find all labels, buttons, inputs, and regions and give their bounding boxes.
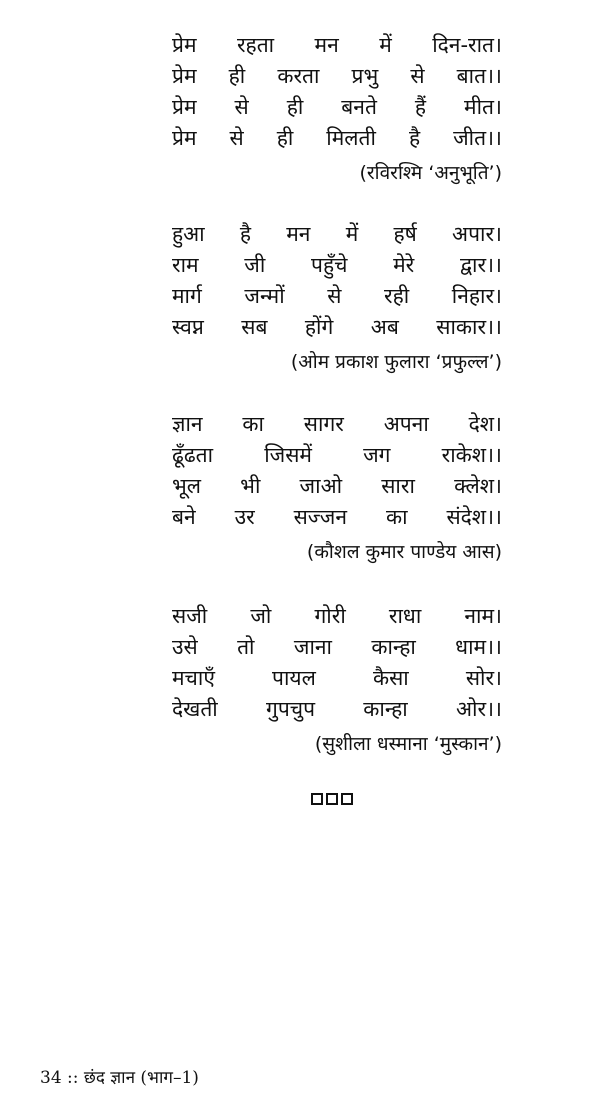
section-end-ornament — [311, 793, 353, 805]
stanza-4 — [172, 601, 502, 759]
stanza-1-line-2: प्रेम ही करता प्रभु से बात।। — [172, 64, 502, 88]
page-footer — [40, 1067, 199, 1089]
page-number: 34 — [40, 1068, 62, 1088]
stanza-4-line-1: सजी जो गोरी राधा नाम। — [172, 604, 502, 628]
stanza-4-line-2: उसे तो जाना कान्हा धाम।। — [172, 635, 502, 659]
stanza-2-line-3: मार्ग जन्मों से रही निहार। — [172, 284, 502, 308]
stanza-2 — [172, 219, 502, 377]
stanza-1-line-3: प्रेम से ही बनते हैं मीत। — [172, 95, 502, 119]
stanza-3-line-1: ज्ञान का सागर अपना देश। — [172, 412, 502, 436]
stanza-3-line-3: भूल भी जाओ सारा क्लेश। — [172, 474, 502, 498]
stanza-2-line-4: स्वप्न सब होंगे अब साकार।। — [172, 315, 502, 339]
stanza-2-line-1: हुआ है मन में हर्ष अपार। — [172, 222, 502, 246]
ornament-square-icon — [326, 793, 338, 805]
stanza-1-line-4: प्रेम से ही मिलती है जीत।। — [172, 126, 502, 150]
book-title: छंद ज्ञान (भाग–1) — [83, 1068, 199, 1088]
stanza-4-author: (सुशीला धस्माना ‘मुस्कान’) — [314, 733, 502, 755]
stanza-3-line-4: बने उर सज्जन का संदेश।। — [172, 505, 502, 529]
ornament-square-icon — [341, 793, 353, 805]
stanza-3 — [172, 409, 502, 567]
stanza-4-line-4: देखती गुपचुप कान्हा ओर।। — [172, 697, 502, 721]
footer-separator: :: — [67, 1068, 79, 1088]
stanza-1 — [172, 30, 502, 188]
stanza-3-line-2: ढूँढता जिसमें जग राकेश।। — [172, 443, 502, 467]
stanza-1-line-1: प्रेम रहता मन में दिन-रात। — [172, 33, 502, 57]
stanza-3-author: (कौशल कुमार पाण्डेय आस) — [306, 541, 502, 563]
ornament-square-icon — [311, 793, 323, 805]
stanza-2-line-2: राम जी पहुँचे मेरे द्वार।। — [172, 253, 502, 277]
stanza-1-author: (रविरश्मि ‘अनुभूति’) — [359, 162, 502, 184]
stanza-4-line-3: मचाएँ पायल कैसा सोर। — [172, 666, 502, 690]
stanza-2-author: (ओम प्रकाश फुलारा ‘प्रफुल्ल’) — [290, 351, 502, 373]
